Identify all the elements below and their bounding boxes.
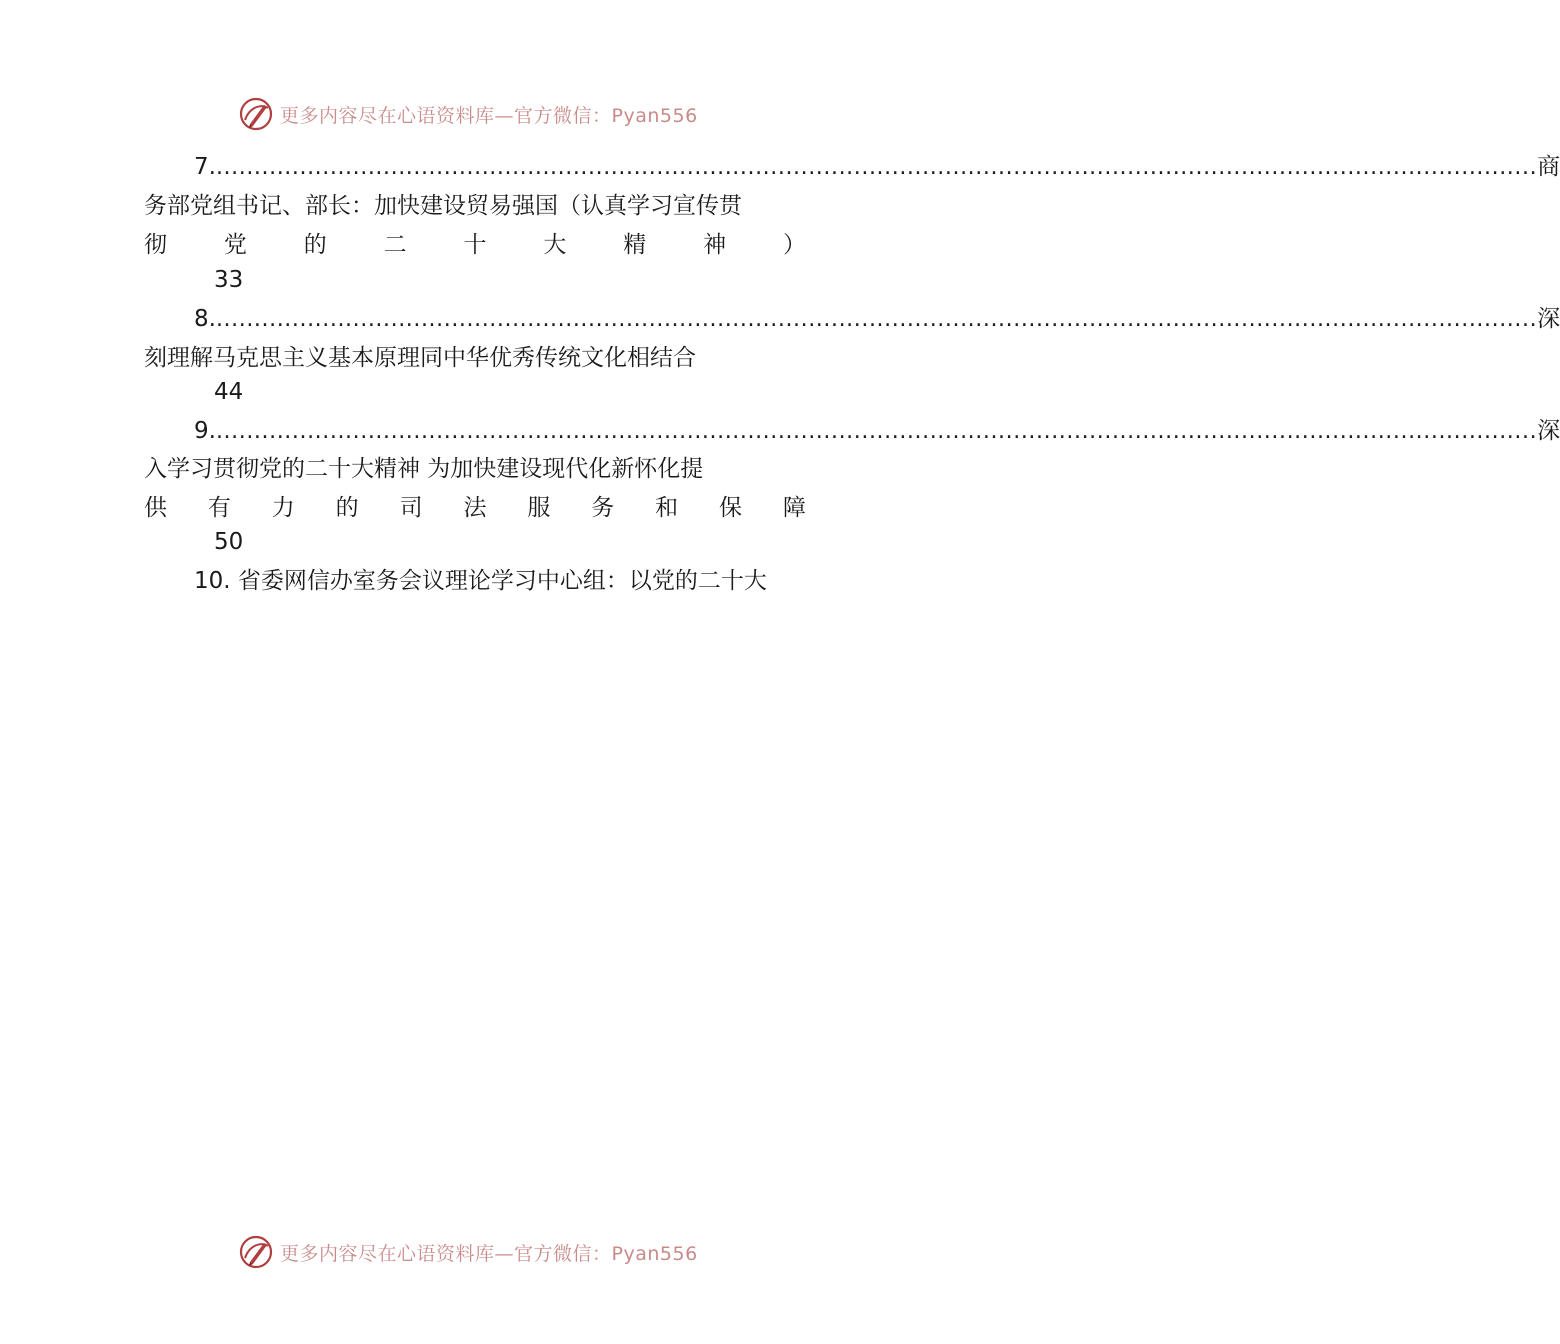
toc-char: 和 bbox=[655, 495, 679, 521]
pen-logo-icon bbox=[238, 1234, 274, 1270]
toc-char: 有 bbox=[207, 495, 231, 521]
toc-item-8-number: 8. bbox=[194, 306, 216, 332]
toc-item-9-first-char: 深 bbox=[1537, 418, 1560, 444]
toc-char: 党 bbox=[223, 232, 247, 258]
toc-char: 神 bbox=[703, 232, 727, 258]
toc-char: 服 bbox=[527, 495, 551, 521]
toc-char: 力 bbox=[271, 495, 295, 521]
toc-char: 彻 bbox=[144, 232, 167, 258]
toc-char: ） bbox=[783, 232, 806, 258]
toc-item-7-title: 务部党组书记、部长：加快建设贸易强国（认真学习宣传贯 bbox=[144, 193, 742, 219]
watermark-label: 官方微信： bbox=[514, 1242, 612, 1265]
toc-item-8-title: 刻理解马克思主义基本原理同中华优秀传统文化相结合 bbox=[144, 345, 696, 371]
toc-item-8-leader: .............................................................................................................................................................................. bbox=[215, 307, 1538, 332]
toc-item-8-page-number[interactable]: 44 bbox=[214, 379, 244, 405]
watermark-label: 官方微信： bbox=[514, 104, 612, 127]
toc-item-7-first-char: 商 bbox=[1537, 154, 1560, 180]
toc-item-9-page-number[interactable]: 50 bbox=[214, 529, 244, 555]
toc-char: 大 bbox=[543, 232, 567, 258]
toc-item-9-leader-line bbox=[194, 416, 1560, 446]
watermark-footer bbox=[238, 1232, 758, 1272]
watermark-id: Pyan556 bbox=[611, 104, 698, 127]
toc-char: 司 bbox=[399, 495, 423, 521]
toc-char: 二 bbox=[383, 232, 407, 258]
toc-item-7-number: 7. bbox=[194, 154, 216, 180]
toc-item-9-title: 入学习贯彻党的二十大精神 为加快建设现代化新怀化提 bbox=[144, 456, 704, 482]
toc-item-9-number: 9. bbox=[194, 418, 216, 444]
toc-item-8-leader-line bbox=[194, 304, 1560, 334]
toc-char: 障 bbox=[782, 495, 806, 521]
toc-char: 十 bbox=[463, 232, 487, 258]
toc-item-9-title-spread bbox=[144, 493, 806, 523]
toc-char: 供 bbox=[144, 495, 167, 521]
watermark-id: Pyan556 bbox=[611, 1242, 698, 1265]
watermark-separator: — bbox=[494, 104, 515, 127]
watermark-brand: 更多内容尽在心语资料库 bbox=[280, 1242, 495, 1265]
toc-item-7-page-number[interactable]: 33 bbox=[214, 267, 244, 293]
toc-char: 务 bbox=[591, 495, 615, 521]
toc-char: 保 bbox=[719, 495, 743, 521]
toc-item-8-first-char: 深 bbox=[1537, 306, 1560, 332]
toc-char: 的 bbox=[303, 232, 327, 258]
watermark-brand: 更多内容尽在心语资料库 bbox=[280, 104, 495, 127]
toc-item-9-leader: .............................................................................................................................................................................. bbox=[215, 419, 1538, 444]
toc-char: 精 bbox=[623, 232, 647, 258]
watermark-separator: — bbox=[494, 1242, 515, 1265]
toc-char: 的 bbox=[335, 495, 359, 521]
toc-item-7-title-spread bbox=[144, 230, 806, 260]
watermark-text bbox=[280, 1239, 698, 1266]
toc-item-7-leader: .............................................................................................................................................................................. bbox=[215, 155, 1538, 180]
toc-item-10-title: 10. 省委网信办室务会议理论学习中心组：以党的二十大 bbox=[194, 568, 767, 594]
toc-char: 法 bbox=[463, 495, 487, 521]
toc-item-7-leader-line bbox=[194, 152, 1560, 182]
